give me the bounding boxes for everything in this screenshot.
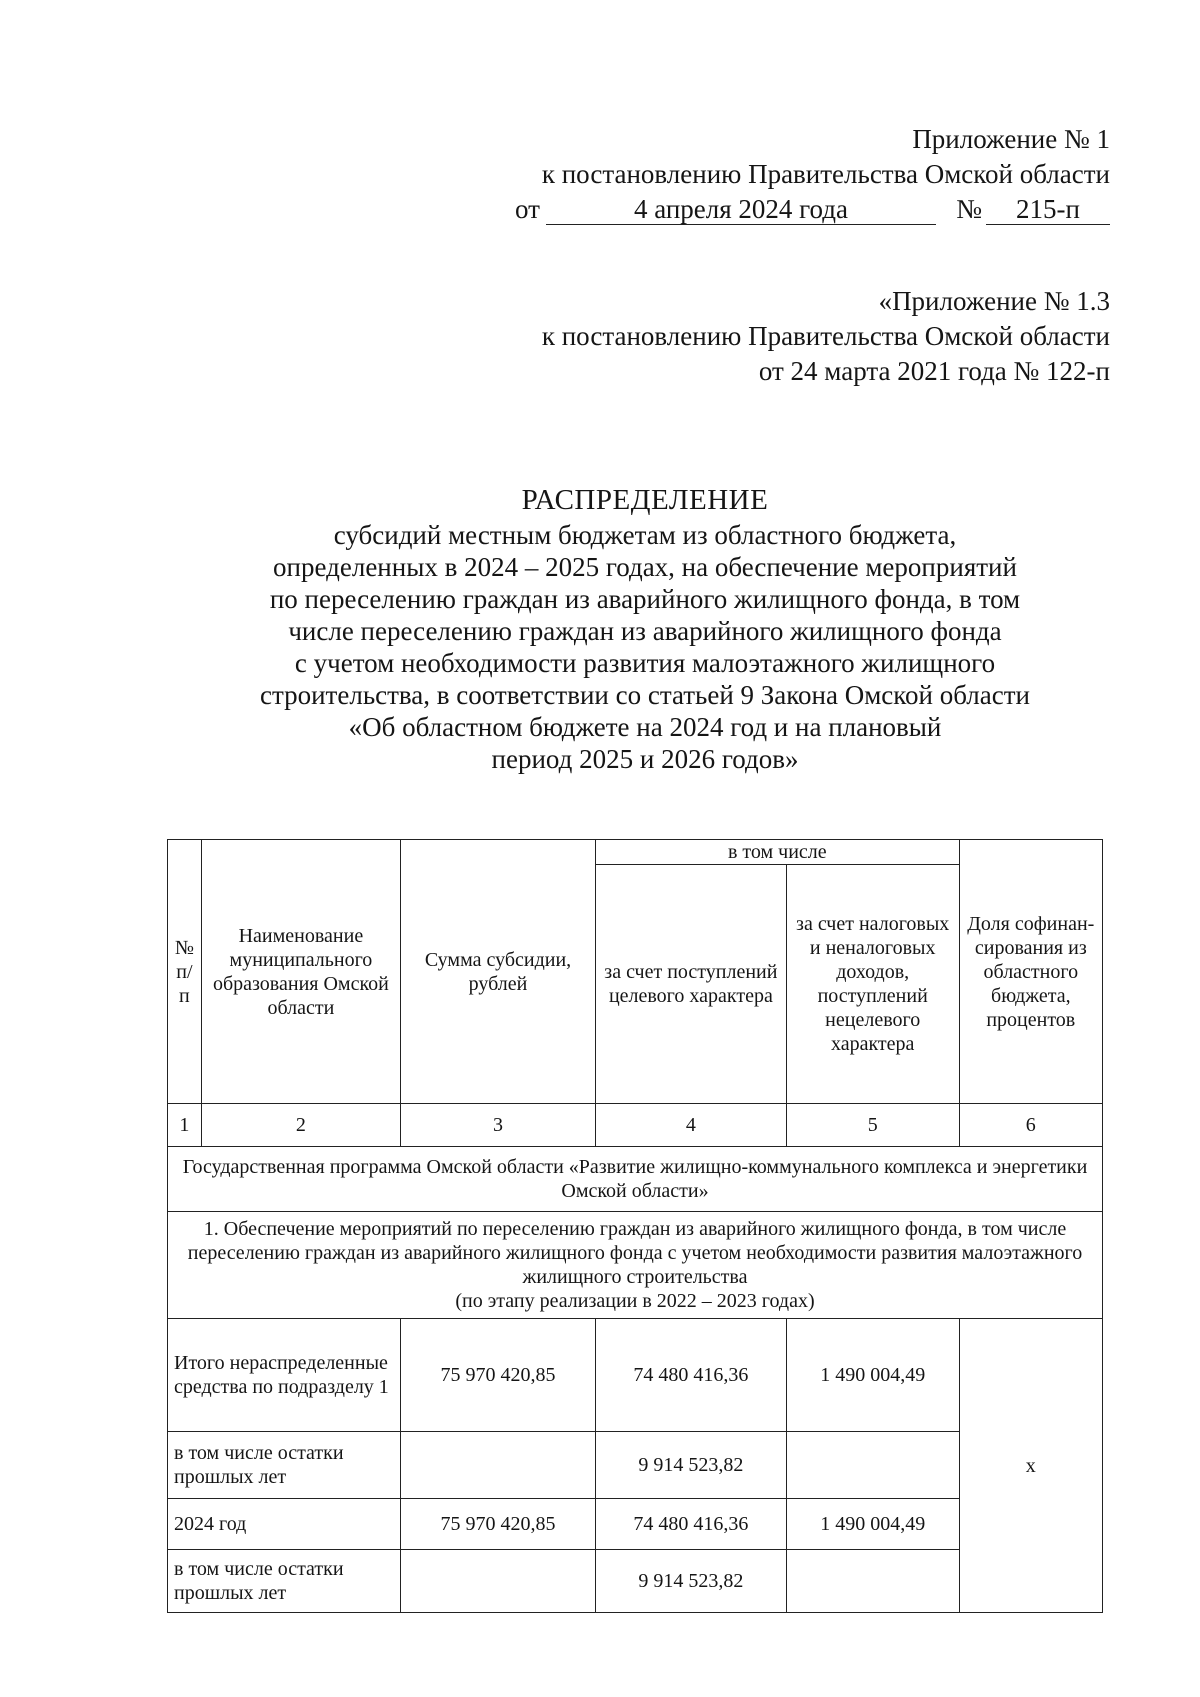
title-line: субсидий местным бюджетам из областного бюджета, bbox=[333, 520, 957, 550]
row-nontarget: 1 490 004,49 bbox=[786, 1319, 959, 1432]
header-target: за счет поступлений целевого характера bbox=[596, 865, 787, 1104]
distribution-table bbox=[167, 839, 1103, 1613]
column-number: 3 bbox=[401, 1104, 596, 1147]
row-sum bbox=[401, 1432, 596, 1499]
appendix-subtitle: к постановлению Правительства Омской области bbox=[541, 159, 1110, 189]
header-number: № п/ п bbox=[168, 840, 202, 1104]
appendix-date-line bbox=[515, 192, 1110, 227]
row-label: в том числе остатки прошлых лет bbox=[168, 1550, 401, 1613]
row-target: 9 914 523,82 bbox=[596, 1432, 787, 1499]
resolution-date: 4 апреля 2024 года bbox=[546, 194, 936, 225]
share-value: х bbox=[959, 1319, 1102, 1613]
header-share: Доля софинан-сирования из областного бюджета, процентов bbox=[959, 840, 1102, 1104]
title-line: «Об областном бюджете на 2024 год и на плановый bbox=[348, 712, 942, 742]
header-sum: Сумма субсидии, рублей bbox=[401, 840, 596, 1104]
subsection-cell bbox=[168, 1212, 1103, 1319]
appendix-header bbox=[515, 122, 1110, 227]
title-line: период 2025 и 2026 годов» bbox=[491, 744, 799, 774]
row-label: в том числе остатки прошлых лет bbox=[168, 1432, 401, 1499]
column-numbers-row bbox=[168, 1104, 1103, 1147]
appendix-title: Приложение № 1 bbox=[912, 124, 1110, 154]
subsection-row bbox=[168, 1212, 1103, 1319]
header-row bbox=[168, 840, 1103, 865]
row-nontarget: 1 490 004,49 bbox=[786, 1499, 959, 1550]
header-including: в том числе bbox=[596, 840, 960, 865]
program-title: Государственная программа Омской области «Развитие жилищно-коммунального комплекса и энергетики Омской области» bbox=[168, 1147, 1103, 1212]
row-sum: 75 970 420,85 bbox=[401, 1499, 596, 1550]
subsection-note: (по этапу реализации в 2022 – 2023 годах) bbox=[455, 1290, 815, 1312]
header-nontarget: за счет налоговых и неналоговых доходов, поступлений нецелевого характера bbox=[786, 865, 959, 1104]
base-appendix-subtitle: к постановлению Правительства Омской области bbox=[541, 321, 1110, 351]
column-number: 5 bbox=[786, 1104, 959, 1147]
row-nontarget bbox=[786, 1550, 959, 1613]
base-appendix-header bbox=[542, 284, 1110, 389]
from-label: от bbox=[515, 194, 540, 224]
title-line: определенных в 2024 – 2025 годах, на обеспечение мероприятий bbox=[273, 552, 1017, 582]
row-sum: 75 970 420,85 bbox=[401, 1319, 596, 1432]
row-label: 2024 год bbox=[168, 1499, 401, 1550]
number-label: № bbox=[956, 194, 982, 224]
table-row bbox=[168, 1319, 1103, 1432]
program-row bbox=[168, 1147, 1103, 1212]
title-line: строительства, в соответствии со статьей 9 Закона Омской области bbox=[260, 680, 1030, 710]
document-title bbox=[0, 484, 1200, 775]
column-number: 6 bbox=[959, 1104, 1102, 1147]
row-target: 9 914 523,82 bbox=[596, 1550, 787, 1613]
row-sum bbox=[401, 1550, 596, 1613]
title-line: с учетом необходимости развития малоэтажного жилищного bbox=[294, 648, 996, 678]
resolution-number: 215-п bbox=[986, 194, 1110, 225]
row-target: 74 480 416,36 bbox=[596, 1499, 787, 1550]
base-appendix-title: «Приложение № 1.3 bbox=[878, 286, 1110, 316]
column-number: 2 bbox=[201, 1104, 400, 1147]
column-number: 1 bbox=[168, 1104, 202, 1147]
title-line: числе переселению граждан из аварийного жилищного фонда bbox=[288, 616, 1002, 646]
row-label: Итого нераспределенные средства по подразделу 1 bbox=[168, 1319, 401, 1432]
row-target: 74 480 416,36 bbox=[596, 1319, 787, 1432]
subsection-title: 1. Обеспечение мероприятий по переселению граждан из аварийного жилищного фонда, в том числе переселению граждан из аварийного жилищного фонда с учетом необходимости развития малоэтажного жилищного строительства bbox=[187, 1218, 1083, 1288]
column-number: 4 bbox=[596, 1104, 787, 1147]
title-heading: РАСПРЕДЕЛЕНИЕ bbox=[521, 484, 769, 516]
row-nontarget bbox=[786, 1432, 959, 1499]
base-appendix-date: от 24 марта 2021 года № 122-п bbox=[758, 356, 1110, 386]
header-name: Наименование муниципального образования Омской области bbox=[201, 840, 400, 1104]
title-line: по переселению граждан из аварийного жилищного фонда, в том bbox=[269, 584, 1021, 614]
